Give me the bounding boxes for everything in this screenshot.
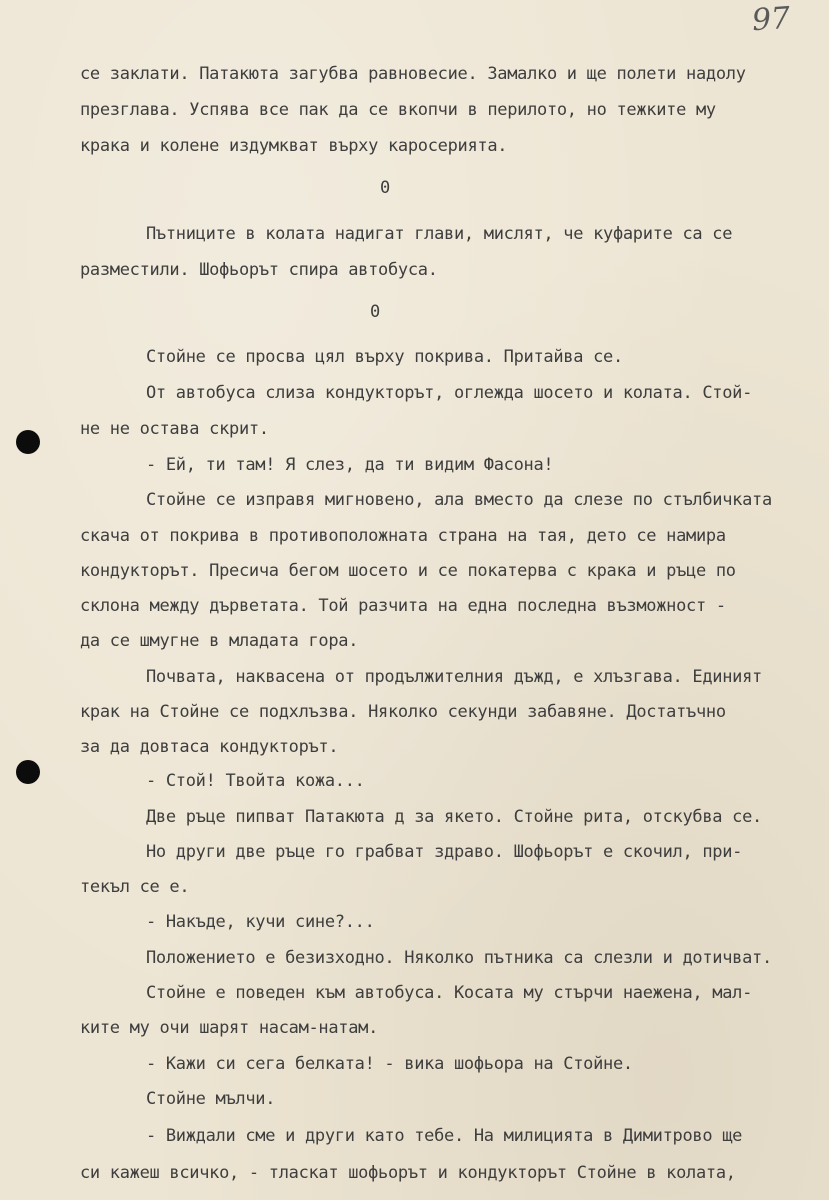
text-line: Пътниците в колата надигат глави, мислят, че куфарите са се — [146, 224, 733, 244]
text-line: склона между дърветата. Той разчита на една последна възможност - — [80, 596, 726, 616]
section-separator: 0 — [380, 178, 390, 198]
text-line: - Накъде, кучи сине?... — [146, 912, 375, 932]
text-line: си кажеш всичко, - тласкат шофьорът и кондукторът Стойне в колата, — [80, 1163, 736, 1183]
text-line: - Кажи си сега белката! - вика шофьора на Стойне. — [146, 1054, 633, 1074]
text-line: Стойне е поведен към автобуса. Косата му стърчи наежена, мал- — [146, 983, 753, 1003]
text-line: крак на Стойне се подхлъзва. Няколко секунди забавяне. Достатъчно — [80, 702, 726, 722]
text-line: - Виждали сме и други като тебе. На милицията в Димитрово ще — [146, 1126, 743, 1146]
text-line: Стойне се изправя мигновено, ала вместо да слезе по стълбичката — [146, 490, 772, 510]
text-line: Почвата, наквасена от продължителния дъжд, е хлъзгава. Единият — [146, 667, 762, 687]
text-line: разместили. Шофьорът спира автобуса. — [80, 260, 438, 280]
text-line: Положението е безизходно. Няколко пътника са слезли и дотичват. — [146, 948, 772, 968]
text-line: - Стой! Твойта кожа... — [146, 771, 365, 791]
text-line: Но други две ръце го грабват здраво. Шофьорът е скочил, при- — [146, 842, 743, 862]
text-line: - Ей, ти там! Я слез, да ти видим Фасона! — [146, 455, 554, 475]
page-number: 97 — [750, 0, 792, 39]
text-line: крака и колене издумкват върху каросерията. — [80, 136, 508, 156]
text-line: за да довтаса кондукторът. — [80, 737, 339, 757]
text-line: скача от покрива в противоположната страна на тая, дето се намира — [80, 526, 726, 546]
text-line: От автобуса слиза кондукторът, оглежда шосето и колата. Стой- — [146, 383, 753, 403]
text-line: се заклати. Патакюта загубва равновесие. Замалко и ще полети надолу — [80, 64, 746, 84]
text-line: не не остава скрит. — [80, 419, 269, 439]
section-separator: 0 — [370, 302, 380, 322]
text-line: Две ръце пипват Патакюта д за якето. Стойне рита, отскубва се. — [146, 807, 762, 827]
punch-hole — [16, 430, 40, 454]
text-line: да се шмугне в младата гора. — [80, 631, 359, 651]
text-line: Стойне мълчи. — [146, 1089, 276, 1109]
text-line: презглава. Успява все пак да се вкопчи в перилото, но тежките му — [80, 100, 716, 120]
text-line: Стойне се просва цял върху покрива. Притайва се. — [146, 347, 623, 367]
punch-hole — [16, 760, 40, 784]
text-line: кондукторът. Пресича бегом шосето и се покатерва с крака и ръце по — [80, 561, 736, 581]
text-line: ките му очи шарят насам-натам. — [80, 1018, 379, 1038]
text-line: текъл се е. — [80, 877, 190, 897]
